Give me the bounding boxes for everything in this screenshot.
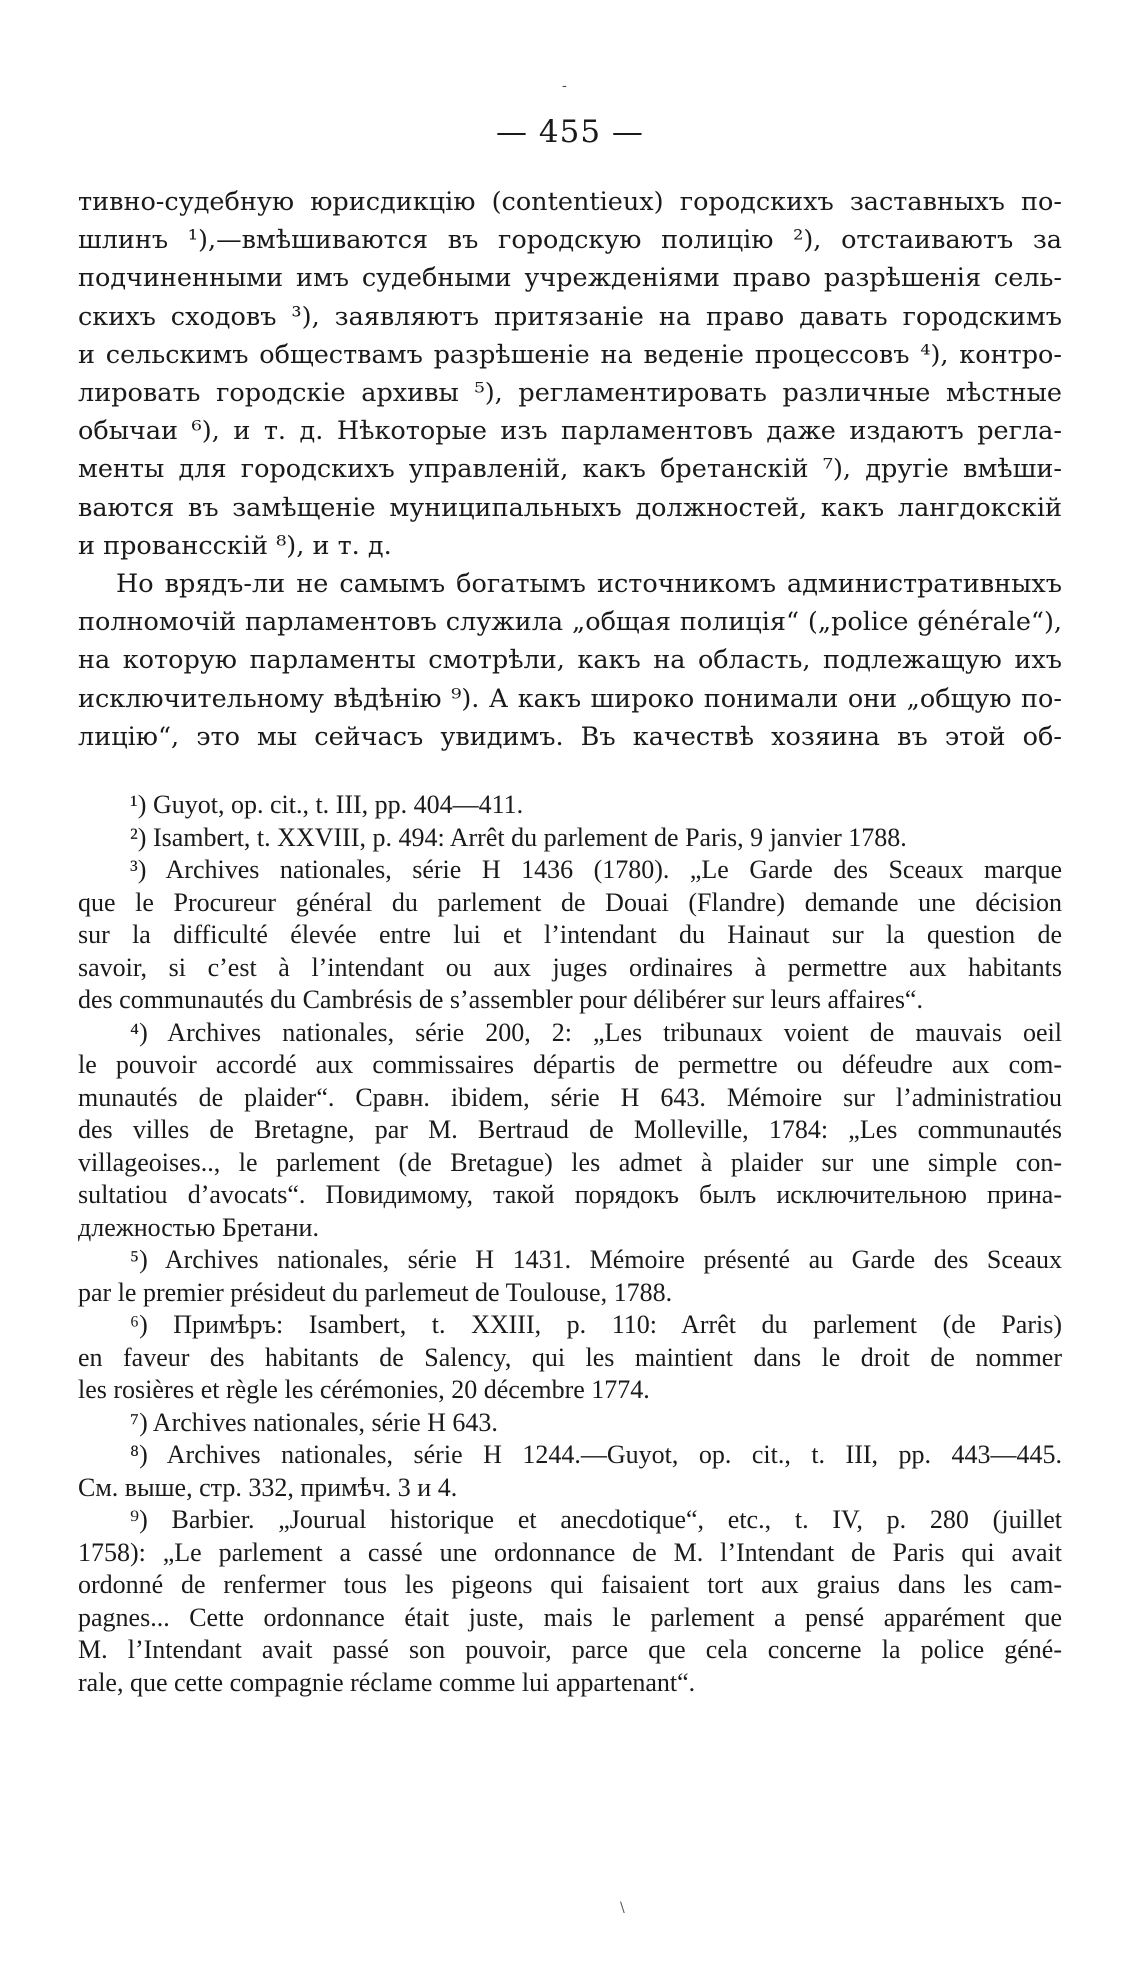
footnote-line: par le premier présideut du parlemeut de Toulouse, 1788. (78, 1277, 673, 1307)
footnote-line: ⁴) Archives nationales, série 200, 2: „Les tribunaux voient de mauvais oeil (130, 1017, 1062, 1047)
footnote-line: ⁷) Archives nationales, série H 643. (130, 1407, 498, 1437)
footnote-line: le pouvoir accordé aux commissaires départis de permettre ou défeudre aux com- (78, 1050, 1062, 1079)
footnote-line: les rosières et règle les cérémonies, 20 décembre 1774. (78, 1375, 650, 1404)
footnote-line: villageoises.., le parlement (de Bretague) les admet à plaider sur une simple con- (78, 1147, 1062, 1177)
footnote-line: que le Procureur général du parlement de Douai (Flandre) demande une décision (78, 887, 1062, 917)
footnote-line: des villes de Bretagne, par M. Bertraud de Molleville, 1784: „Les communautés (78, 1115, 1062, 1144)
footnote-line: длежностью Бретани. (78, 1212, 319, 1242)
text-line: исключительному вѣдѣнію ⁹). А какъ широко понимали они „общую по- (78, 683, 1062, 714)
text-line: ваются въ замѣщеніе муниципальныхъ должностей, какъ лангдокскій (78, 492, 1062, 523)
text-line: Но врядъ-ли не самымъ богатымъ источникомъ административныхъ (116, 569, 1062, 600)
footnote-line: ⁹) Barbier. „Jourual historique et anecdotique“, etc., t. IV, p. 280 (juillet (130, 1505, 1062, 1534)
footnote-6 (78, 1309, 1062, 1407)
text-line: и провансскій ⁸), и т. д. (78, 530, 392, 561)
text-line: тивно-судебную юрисдикцію (contentieux) городскихъ заставныхъ по- (78, 187, 1062, 217)
footnote-line: savoir, si c’est à l’intendant ou aux juges ordinaires à permettre aux habitants (78, 952, 1062, 982)
footnote-line: sur la difficulté élevée entre lui et l’intendant du Hainaut sur la question de (78, 920, 1062, 949)
footnote-line: pagnes... Cette ordonnance était juste, mais le parlement a pensé apparément que (78, 1602, 1062, 1632)
footnote-line: См. выше, стр. 332, примѣч. 3 и 4. (78, 1472, 458, 1502)
footnote-line: munautés de plaider“. Сравн. ibidem, série H 643. Mémoire sur l’administratiou (78, 1082, 1062, 1112)
footnote-1 (78, 789, 1062, 822)
text-line: лировать городскіе архивы ⁵), регламентировать различные мѣстные (78, 378, 1062, 409)
footnote-4 (78, 1017, 1062, 1245)
footnote-8 (78, 1439, 1062, 1504)
bottom-mark: \ (620, 1900, 625, 1916)
top-mark: - (562, 78, 567, 94)
footnote-line: des communautés du Cambrésis de s’assembler pour délibérer sur leurs affaires“. (78, 985, 923, 1014)
text-line: и сельскимъ обществамъ разрѣшеніе на веденіе процессовъ ⁴), контро- (78, 339, 1062, 370)
page-number: — 455 — (496, 114, 644, 150)
text-line: скихъ сходовъ ³), заявляютъ притязаніе на право давать городскимъ (78, 301, 1062, 332)
book-page (78, 0, 1062, 1969)
text-line: подчиненными имъ судебными учрежденіями право разрѣшенія сель- (78, 263, 1062, 294)
footnote-line: ³) Archives nationales, série H 1436 (1780). „Le Garde des Sceaux marque (130, 855, 1062, 884)
footnote-line: ⁵) Archives nationales, série H 1431. Mémoire présenté au Garde des Sceaux (130, 1245, 1062, 1274)
text-line: обычаи ⁶), и т. д. Нѣкоторые изъ парламентовъ даже издаютъ регла- (78, 416, 1062, 447)
footnote-line: ordonné de renfermer tous les pigeons qui faisaient tort aux graius dans les cam- (78, 1570, 1062, 1599)
footnotes (78, 789, 1062, 1699)
footnote-line: ⁸) Archives nationales, série H 1244.—Guyot, op. cit., t. III, pp. 443—445. (130, 1440, 1062, 1469)
footnote-line: ⁶) Примѣръ: Isambert, t. XXIII, p. 110: Arrêt du parlement (de Paris) (130, 1310, 1062, 1339)
footnote-line: sultatiou d’avocats“. Повидимому, такой порядокъ былъ исключительною прина- (78, 1180, 1062, 1209)
footnote-line: 1758): „Le parlement a cassé une ordonnance de M. l’Intendant de Paris qui avait (78, 1537, 1062, 1567)
text-line: лицію“, это мы сейчасъ увидимъ. Въ качествѣ хозяина въ этой об- (78, 721, 1062, 752)
text-line: шлинъ ¹),—вмѣшиваются въ городскую полицію ²), отстаиваютъ за (78, 225, 1062, 256)
footnote-line: en faveur des habitants de Salency, qui les maintient dans le droit de nommer (78, 1342, 1062, 1372)
text-line: менты для городскихъ управленій, какъ бретанскій ⁷), другіе вмѣши- (78, 454, 1062, 485)
footnote-line: ¹) Guyot, op. cit., t. III, pp. 404—411. (130, 790, 524, 819)
footnote-line: M. l’Intendant avait passé son pouvoir, parce que cela concerne la police géné- (78, 1635, 1062, 1664)
footnote-line: rale, que cette compagnie réclame comme lui appartenant“. (78, 1667, 696, 1697)
footnote-5 (78, 1244, 1062, 1309)
text-line: полномочій парламентовъ служила „общая полиція“ („police générale“), (78, 607, 1062, 638)
footnote-line: ²) Isambert, t. XXVIII, p. 494: Arrêt du parlement de Paris, 9 janvier 1788. (130, 822, 907, 852)
main-text (78, 183, 1062, 756)
text-line: на которую парламенты смотрѣли, какъ на область, подлежащую ихъ (78, 645, 1062, 676)
footnote-9 (78, 1504, 1062, 1699)
footnote-3 (78, 854, 1062, 1017)
footnote-7 (78, 1407, 1062, 1440)
footnote-2 (78, 822, 1062, 855)
